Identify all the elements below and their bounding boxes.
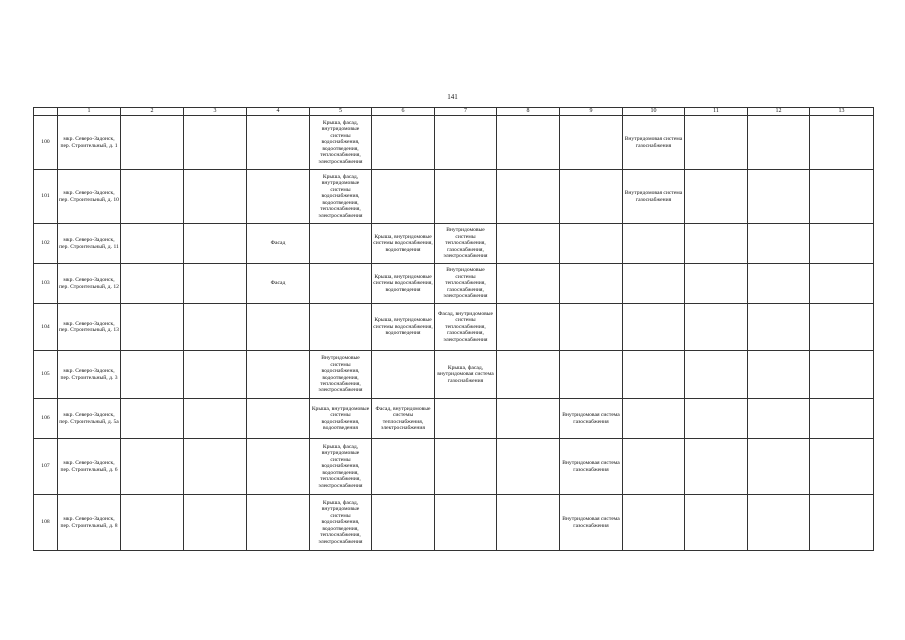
work-cell-col-13 <box>810 116 874 170</box>
work-cell-col-8 <box>497 351 560 399</box>
work-cell-col-13 <box>810 264 874 304</box>
column-number-row <box>34 108 874 116</box>
table-row <box>34 399 874 439</box>
work-cell-col-12 <box>748 495 810 551</box>
work-cell-col-7: Внутридомовые системы теплоснабжения, газоснабжения, электроснабжения <box>435 224 497 264</box>
work-cell-col-7 <box>435 399 497 439</box>
work-cell-col-2 <box>121 116 184 170</box>
work-cell-col-5: Крыша, фасад, внутридомовые системы водоснабжения, водоотведения, теплоснабжения, электроснабжения <box>310 116 372 170</box>
work-cell-col-13 <box>810 170 874 224</box>
work-cell-col-4 <box>247 439 310 495</box>
work-cell-col-11 <box>685 224 748 264</box>
work-cell-col-6 <box>372 351 435 399</box>
column-number-2: 2 <box>121 108 184 116</box>
work-cell-col-6 <box>372 116 435 170</box>
work-cell-col-8 <box>497 399 560 439</box>
row-number: 101 <box>34 170 58 224</box>
work-cell-col-9: Внутридомовая система газоснабжения <box>560 399 623 439</box>
column-number-4: 4 <box>247 108 310 116</box>
work-cell-col-13 <box>810 224 874 264</box>
work-cell-col-12 <box>748 170 810 224</box>
work-cell-col-10 <box>623 439 685 495</box>
header-cell-blank <box>34 108 58 116</box>
column-number-13: 13 <box>810 108 874 116</box>
work-cell-col-5 <box>310 304 372 351</box>
column-number-5: 5 <box>310 108 372 116</box>
table-body <box>34 108 874 551</box>
work-cell-col-8 <box>497 495 560 551</box>
work-cell-col-5 <box>310 264 372 304</box>
row-number: 107 <box>34 439 58 495</box>
table-row <box>34 116 874 170</box>
work-cell-col-8 <box>497 304 560 351</box>
work-cell-col-11 <box>685 116 748 170</box>
work-cell-col-9 <box>560 304 623 351</box>
work-cell-col-3 <box>184 495 247 551</box>
work-cell-col-4 <box>247 170 310 224</box>
work-cell-col-2 <box>121 399 184 439</box>
work-cell-col-10 <box>623 224 685 264</box>
column-number-6: 6 <box>372 108 435 116</box>
work-cell-col-2 <box>121 170 184 224</box>
work-cell-col-3 <box>184 116 247 170</box>
work-cell-col-9 <box>560 351 623 399</box>
work-cell-col-5: Крыша, фасад, внутридомовые системы водоснабжения, водоотведения, теплоснабжения, электроснабжения <box>310 170 372 224</box>
column-number-9: 9 <box>560 108 623 116</box>
work-cell-col-12 <box>748 439 810 495</box>
work-cell-col-12 <box>748 116 810 170</box>
address-cell: мкр. Северо-Задонск, пер. Строительный, д. 5а <box>58 399 121 439</box>
work-cell-col-3 <box>184 224 247 264</box>
work-cell-col-9: Внутридомовая система газоснабжения <box>560 439 623 495</box>
work-cell-col-3 <box>184 399 247 439</box>
work-cell-col-13 <box>810 495 874 551</box>
work-cell-col-4: Фасад <box>247 224 310 264</box>
work-cell-col-7 <box>435 116 497 170</box>
work-cell-col-5: Крыша, внутридомовые системы водоснабжения, водоотведения <box>310 399 372 439</box>
work-cell-col-5 <box>310 224 372 264</box>
work-cell-col-2 <box>121 304 184 351</box>
work-cell-col-8 <box>497 264 560 304</box>
work-cell-col-10 <box>623 399 685 439</box>
work-cell-col-11 <box>685 264 748 304</box>
work-cell-col-5: Крыша, фасад, внутридомовые системы водоснабжения, водоотведения, теплоснабжения, электроснабжения <box>310 495 372 551</box>
work-cell-col-11 <box>685 495 748 551</box>
work-cell-col-11 <box>685 170 748 224</box>
work-cell-col-10: Внутридомовая система газоснабжения <box>623 116 685 170</box>
work-cell-col-13 <box>810 351 874 399</box>
column-number-11: 11 <box>685 108 748 116</box>
work-cell-col-7 <box>435 439 497 495</box>
repair-schedule-table <box>33 107 874 551</box>
work-cell-col-3 <box>184 264 247 304</box>
work-cell-col-13 <box>810 399 874 439</box>
work-cell-col-4 <box>247 351 310 399</box>
column-number-1: 1 <box>58 108 121 116</box>
work-cell-col-4 <box>247 495 310 551</box>
row-number: 100 <box>34 116 58 170</box>
work-cell-col-5: Внутридомовые системы водоснабжения, водоотведения, теплоснабжения, электроснабжения <box>310 351 372 399</box>
work-cell-col-3 <box>184 351 247 399</box>
work-cell-col-2 <box>121 224 184 264</box>
work-cell-col-7 <box>435 170 497 224</box>
row-number: 102 <box>34 224 58 264</box>
work-cell-col-10 <box>623 264 685 304</box>
work-cell-col-3 <box>184 439 247 495</box>
work-cell-col-9 <box>560 116 623 170</box>
work-cell-col-8 <box>497 116 560 170</box>
table-row <box>34 351 874 399</box>
work-cell-col-4 <box>247 304 310 351</box>
work-cell-col-6 <box>372 495 435 551</box>
work-cell-col-10 <box>623 351 685 399</box>
work-cell-col-8 <box>497 224 560 264</box>
work-cell-col-6 <box>372 170 435 224</box>
address-cell: мкр. Северо-Задонск, пер. Строительный, д. 13 <box>58 304 121 351</box>
work-cell-col-2 <box>121 351 184 399</box>
work-cell-col-13 <box>810 304 874 351</box>
column-number-12: 12 <box>748 108 810 116</box>
address-cell: мкр. Северо-Задонск, пер. Строительный, д. 6 <box>58 439 121 495</box>
work-cell-col-8 <box>497 170 560 224</box>
table-row <box>34 304 874 351</box>
work-cell-col-10: Внутридомовая система газоснабжения <box>623 170 685 224</box>
work-cell-col-2 <box>121 495 184 551</box>
work-cell-col-9 <box>560 224 623 264</box>
work-cell-col-11 <box>685 399 748 439</box>
work-cell-col-6 <box>372 439 435 495</box>
work-cell-col-7 <box>435 495 497 551</box>
work-cell-col-6: Крыша, внутридомовые системы водоснабжения, водоотведения <box>372 264 435 304</box>
work-cell-col-13 <box>810 439 874 495</box>
work-cell-col-3 <box>184 170 247 224</box>
column-number-7: 7 <box>435 108 497 116</box>
row-number: 108 <box>34 495 58 551</box>
work-cell-col-12 <box>748 399 810 439</box>
work-cell-col-4 <box>247 116 310 170</box>
work-cell-col-7: Крыша, фасад, внутридомовая система газоснабжения <box>435 351 497 399</box>
work-cell-col-9 <box>560 264 623 304</box>
address-cell: мкр. Северо-Задонск, пер. Строительный, д. 1 <box>58 116 121 170</box>
table-row <box>34 495 874 551</box>
work-cell-col-6: Крыша, внутридомовые системы водоснабжения, водоотведения <box>372 304 435 351</box>
address-cell: мкр. Северо-Задонск, пер. Строительный, д. 10 <box>58 170 121 224</box>
work-cell-col-12 <box>748 351 810 399</box>
column-number-8: 8 <box>497 108 560 116</box>
work-cell-col-11 <box>685 304 748 351</box>
work-cell-col-6: Крыша, внутридомовые системы водоснабжения, водоотведения <box>372 224 435 264</box>
table-row <box>34 439 874 495</box>
work-cell-col-12 <box>748 264 810 304</box>
work-cell-col-4: Фасад <box>247 264 310 304</box>
work-cell-col-5: Крыша, фасад, внутридомовые системы водоснабжения, водоотведения, теплоснабжения, электроснабжения <box>310 439 372 495</box>
work-cell-col-3 <box>184 304 247 351</box>
work-cell-col-9 <box>560 170 623 224</box>
address-cell: мкр. Северо-Задонск, пер. Строительный, д. 12 <box>58 264 121 304</box>
work-cell-col-8 <box>497 439 560 495</box>
table-row <box>34 224 874 264</box>
work-cell-col-2 <box>121 264 184 304</box>
address-cell: мкр. Северо-Задонск, пер. Строительный, д. 11 <box>58 224 121 264</box>
work-cell-col-11 <box>685 351 748 399</box>
work-cell-col-11 <box>685 439 748 495</box>
table-row <box>34 264 874 304</box>
work-cell-col-2 <box>121 439 184 495</box>
page-number: 141 <box>447 93 458 101</box>
work-cell-col-10 <box>623 304 685 351</box>
work-cell-col-10 <box>623 495 685 551</box>
work-cell-col-12 <box>748 224 810 264</box>
column-number-3: 3 <box>184 108 247 116</box>
work-cell-col-9: Внутридомовая система газоснабжения <box>560 495 623 551</box>
row-number: 104 <box>34 304 58 351</box>
address-cell: мкр. Северо-Задонск, пер. Строительный, д. 8 <box>58 495 121 551</box>
work-cell-col-12 <box>748 304 810 351</box>
row-number: 105 <box>34 351 58 399</box>
work-cell-col-7: Фасад, внутридомовые системы теплоснабжения, газоснабжения, электроснабжения <box>435 304 497 351</box>
table-row <box>34 170 874 224</box>
work-cell-col-4 <box>247 399 310 439</box>
row-number: 106 <box>34 399 58 439</box>
address-cell: мкр. Северо-Задонск, пер. Строительный, д. 3 <box>58 351 121 399</box>
row-number: 103 <box>34 264 58 304</box>
work-cell-col-7: Внутридомовые системы теплоснабжения, газоснабжения, электроснабжения <box>435 264 497 304</box>
column-number-10: 10 <box>623 108 685 116</box>
work-cell-col-6: Фасад, внутридомовые системы теплоснабжения, электроснабжения <box>372 399 435 439</box>
